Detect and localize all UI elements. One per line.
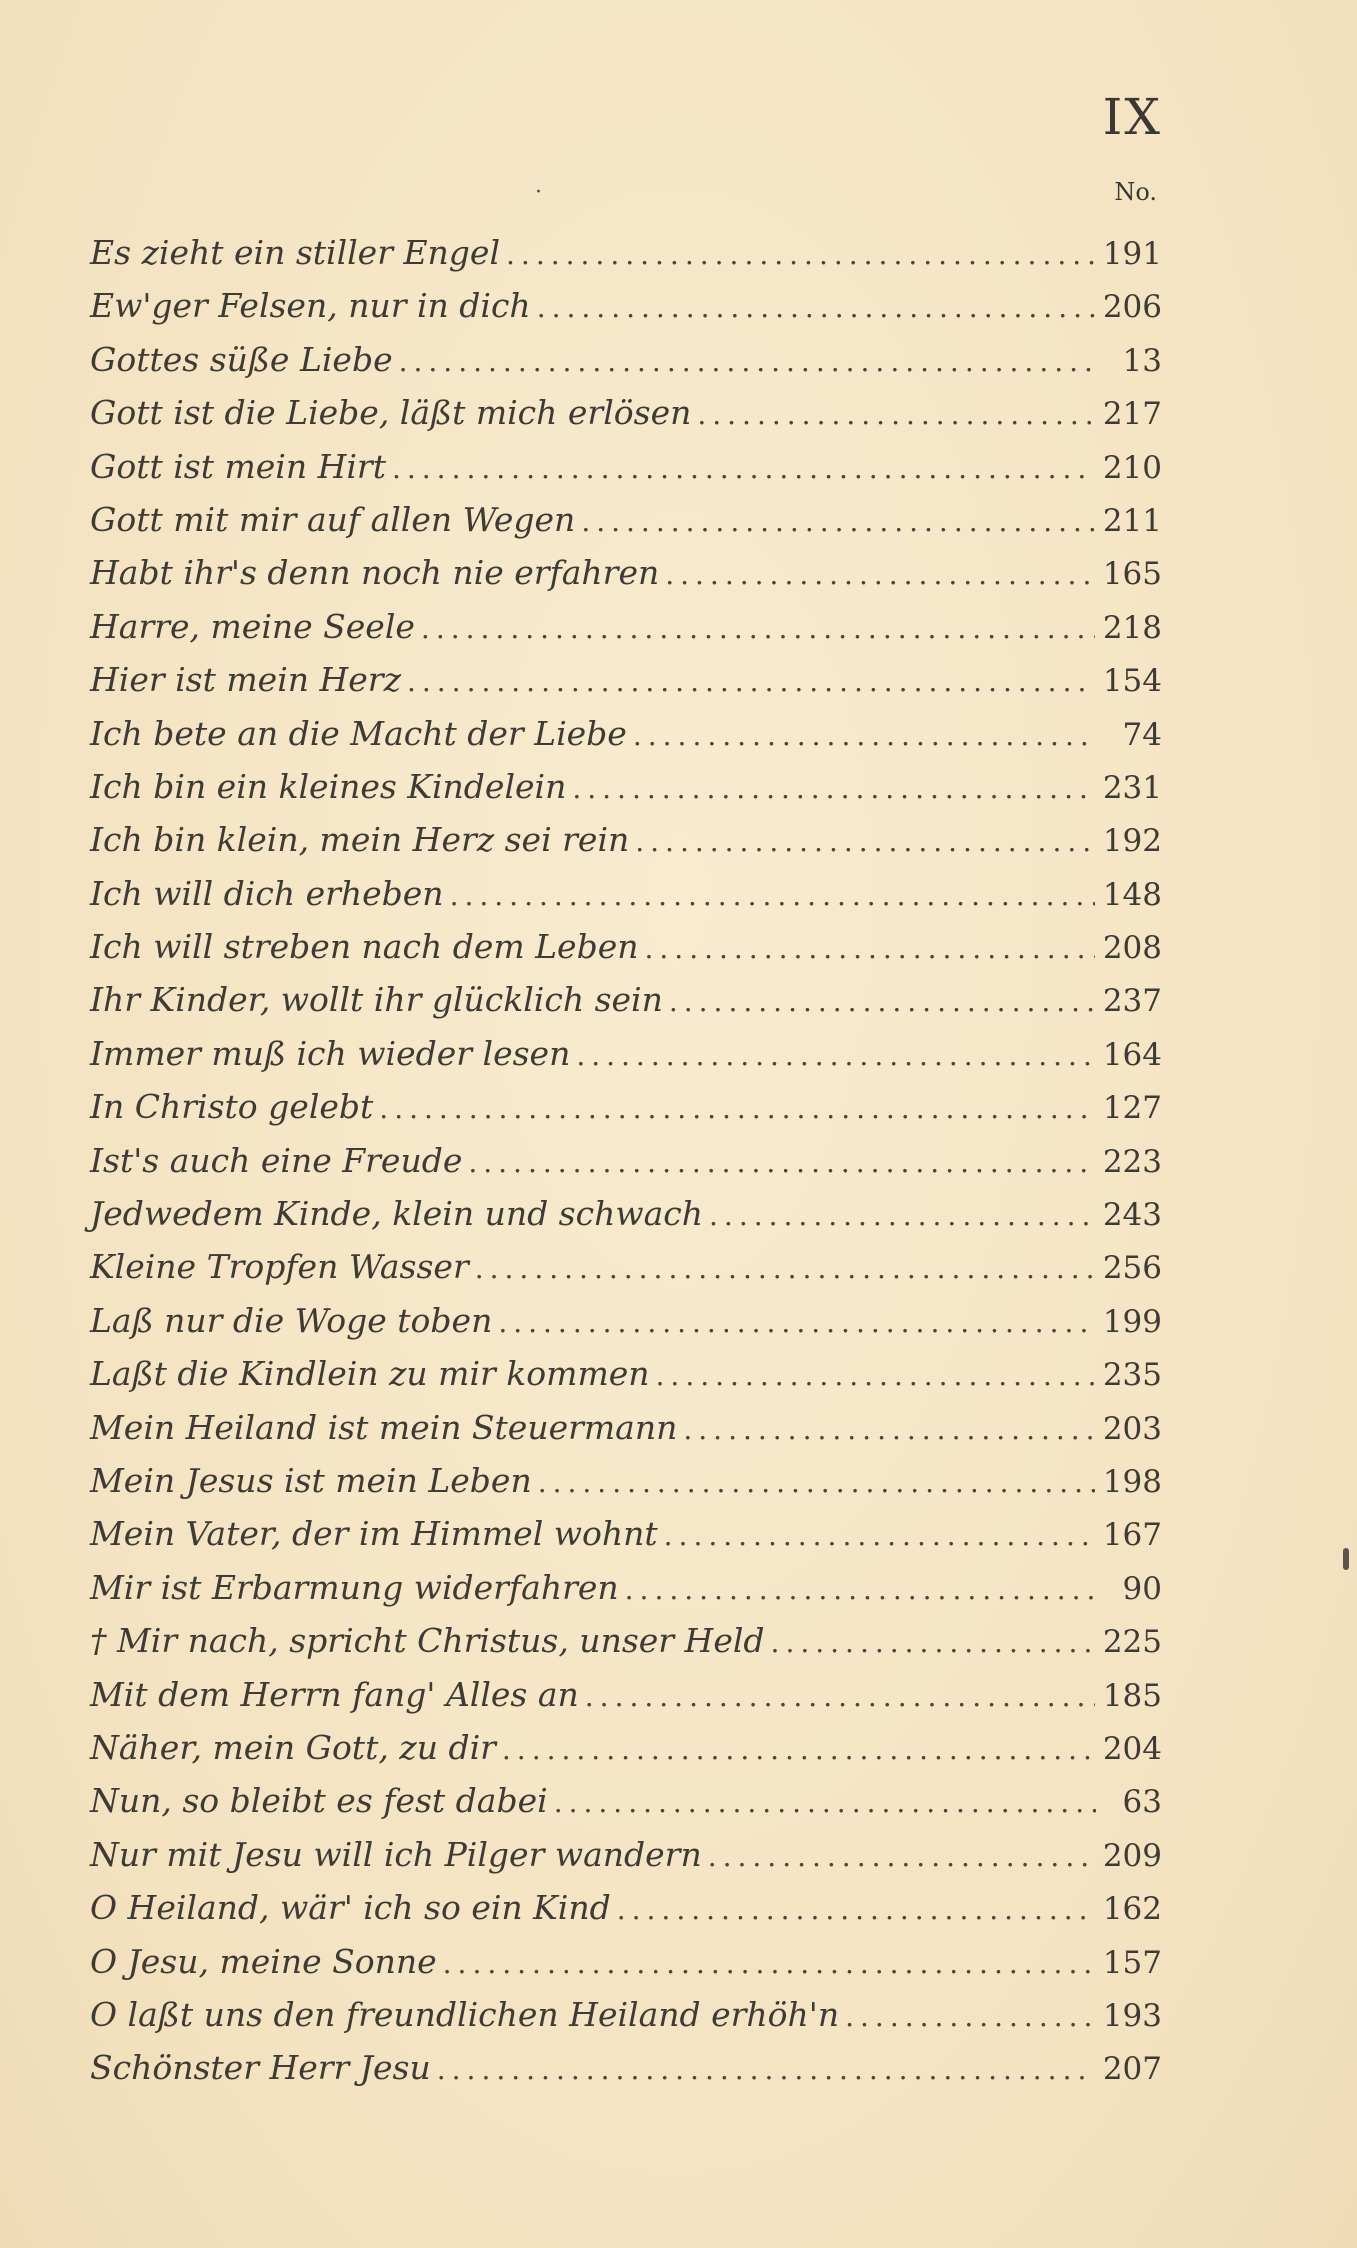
dot-leader — [771, 1616, 1095, 1669]
dot-leader — [581, 495, 1095, 548]
index-entry — [90, 1401, 1162, 1454]
index-entry — [90, 1988, 1162, 2041]
dot-leader — [475, 1242, 1095, 1295]
entry-title: Ew'ger Felsen, nur in dich — [90, 286, 531, 326]
entry-title: Ich will dich erheben — [90, 873, 444, 913]
index-entry — [90, 1561, 1162, 1614]
entry-number: 211 — [1102, 502, 1162, 539]
entry-title: Nur mit Jesu will ich Pilger wandern — [90, 1834, 702, 1874]
dot-leader — [645, 922, 1095, 975]
index-entry — [90, 867, 1162, 920]
entry-title: O laßt uns den freundlichen Heiland erhöh'n — [90, 1994, 840, 2034]
entry-title: Laß nur die Woge toben — [90, 1300, 493, 1340]
index-entry — [90, 1027, 1162, 1080]
dot-leader — [399, 335, 1096, 388]
entry-number: 165 — [1102, 556, 1162, 593]
entry-title: O Jesu, meine Sonne — [90, 1941, 437, 1981]
entry-title: O Heiland, wär' ich so ein Kind — [90, 1888, 611, 1928]
entry-title: Gott ist mein Hirt — [90, 446, 386, 486]
entry-title: Laßt die Kindlein zu mir kommen — [90, 1354, 650, 1394]
entry-number: 209 — [1102, 1837, 1162, 1874]
dot-leader — [625, 1563, 1096, 1616]
entry-number: 90 — [1122, 1570, 1162, 1607]
dot-leader — [468, 1136, 1094, 1189]
dot-leader — [443, 1937, 1095, 1990]
index-entry — [90, 226, 1162, 279]
dot-leader — [664, 1509, 1095, 1562]
index-entry — [90, 1187, 1162, 1240]
dot-leader — [379, 1082, 1095, 1135]
dot-leader — [669, 975, 1095, 1028]
dot-leader — [392, 442, 1095, 495]
index-entry — [90, 1774, 1162, 1827]
dot-leader — [572, 762, 1094, 815]
index-entry — [90, 1454, 1162, 1507]
index-entry — [90, 440, 1162, 493]
entry-number: 217 — [1102, 396, 1162, 433]
index-entry — [90, 279, 1162, 332]
dot-leader — [617, 1883, 1095, 1936]
dot-leader — [538, 1456, 1095, 1509]
index-entry — [90, 1347, 1162, 1400]
entry-number: 127 — [1102, 1090, 1162, 1127]
dot-leader — [633, 709, 1096, 762]
entry-title: Ich bin ein kleines Kindelein — [90, 766, 567, 806]
entry-title: Ist's auch eine Freude — [90, 1140, 463, 1180]
stray-dot-mark: · — [535, 180, 542, 205]
entry-title: Harre, meine Seele — [90, 606, 415, 646]
entry-number: 193 — [1102, 1997, 1162, 2034]
index-entry — [90, 973, 1162, 1026]
index-entry — [90, 813, 1162, 866]
dot-leader — [498, 1296, 1095, 1349]
dot-leader — [537, 281, 1095, 334]
index-entry — [90, 1721, 1162, 1774]
dot-leader — [683, 1403, 1094, 1456]
index-entry — [90, 1614, 1162, 1667]
entry-number: 198 — [1102, 1463, 1162, 1500]
index-entry — [90, 2041, 1162, 2094]
index-entry — [90, 386, 1162, 439]
page-number: IX — [1102, 88, 1162, 146]
index-entry — [90, 920, 1162, 973]
entry-title: Mit dem Herrn fang' Alles an — [90, 1674, 579, 1714]
dot-leader — [656, 1349, 1095, 1402]
entry-number: 256 — [1102, 1250, 1162, 1287]
dot-leader — [554, 1776, 1096, 1829]
entry-title: Gottes süße Liebe — [90, 339, 393, 379]
entry-title: Mein Heiland ist mein Steuermann — [90, 1407, 678, 1447]
index-entry — [90, 1507, 1162, 1560]
dot-leader — [845, 1990, 1095, 2043]
entry-number: 191 — [1102, 236, 1162, 272]
index-entry — [90, 1240, 1162, 1293]
entry-title: Ich will streben nach dem Leben — [90, 927, 639, 967]
entry-number: 206 — [1102, 289, 1162, 326]
entry-number: 225 — [1102, 1624, 1162, 1661]
dot-leader — [407, 655, 1095, 708]
entry-number: 204 — [1102, 1730, 1162, 1767]
entry-number: 235 — [1102, 1357, 1162, 1394]
index-entry — [90, 1881, 1162, 1934]
entry-number: 164 — [1102, 1036, 1162, 1073]
entry-number: 210 — [1102, 449, 1162, 486]
entry-number: 74 — [1122, 716, 1162, 753]
entry-title: Es zieht ein stiller Engel — [90, 233, 501, 272]
entry-title: Näher, mein Gott, zu dir — [90, 1727, 496, 1767]
entry-title: Gott mit mir auf allen Wegen — [90, 499, 576, 539]
dot-leader — [437, 2043, 1095, 2096]
index-entry — [90, 600, 1162, 653]
entry-number: 203 — [1102, 1410, 1162, 1447]
entry-title: Mein Jesus ist mein Leben — [90, 1460, 532, 1500]
dot-leader — [450, 869, 1095, 922]
entry-number: 231 — [1102, 769, 1162, 806]
entry-title: Schönster Herr Jesu — [90, 2048, 431, 2088]
number-column-header: No. — [1114, 178, 1157, 206]
index-entry — [90, 1668, 1162, 1721]
entry-title: Immer muß ich wieder lesen — [90, 1033, 571, 1073]
entry-number: 13 — [1122, 342, 1162, 379]
entry-number: 185 — [1102, 1677, 1162, 1714]
entry-number: 218 — [1102, 609, 1162, 646]
entry-number: 199 — [1102, 1303, 1162, 1340]
entry-number: 223 — [1102, 1143, 1162, 1180]
entry-number: 237 — [1102, 983, 1162, 1020]
entry-number: 243 — [1102, 1197, 1162, 1234]
entry-title: † Mir nach, spricht Christus, unser Held — [90, 1621, 765, 1661]
entry-title: Jedwedem Kinde, klein und schwach — [90, 1194, 704, 1234]
index-entry — [90, 760, 1162, 813]
page-edge-mark — [1343, 1548, 1349, 1570]
index-entry — [90, 493, 1162, 546]
index-entry — [90, 546, 1162, 599]
dot-leader — [635, 815, 1095, 868]
dot-leader — [585, 1670, 1095, 1723]
index-entry — [90, 1935, 1162, 1988]
index-entry — [90, 653, 1162, 706]
index-entry — [90, 1080, 1162, 1133]
entry-title: Hier ist mein Herz — [90, 660, 401, 700]
dot-leader — [576, 1029, 1095, 1082]
entry-title: Mein Vater, der im Himmel wohnt — [90, 1514, 658, 1554]
dot-leader — [709, 1189, 1095, 1242]
index-entry — [90, 1134, 1162, 1187]
dot-leader — [502, 1723, 1095, 1776]
index-entry — [90, 333, 1162, 386]
entry-title: Ich bete an die Macht der Liebe — [90, 713, 627, 753]
entry-title: Kleine Tropfen Wasser — [90, 1247, 469, 1287]
entry-number: 157 — [1102, 1944, 1162, 1981]
dot-leader — [665, 548, 1095, 601]
entry-title: In Christo gelebt — [90, 1087, 374, 1127]
index-entry — [90, 1828, 1162, 1881]
entry-number: 207 — [1102, 2051, 1162, 2088]
entry-number: 154 — [1102, 663, 1162, 700]
entry-number: 162 — [1102, 1891, 1162, 1928]
entry-number: 208 — [1102, 930, 1162, 967]
entry-title: Habt ihr's denn noch nie erfahren — [90, 553, 660, 593]
entry-title: Ich bin klein, mein Herz sei rein — [90, 820, 630, 860]
dot-leader — [697, 388, 1094, 441]
entry-number: 148 — [1102, 876, 1162, 913]
entry-number: 192 — [1102, 823, 1162, 860]
hymn-index-list — [90, 226, 1162, 2095]
entry-title: Nun, so bleibt es fest dabei — [90, 1781, 548, 1821]
entry-number: 63 — [1122, 1784, 1162, 1821]
entry-title: Mir ist Erbarmung widerfahren — [90, 1567, 619, 1607]
entry-title: Ihr Kinder, wollt ihr glücklich sein — [90, 980, 663, 1020]
dot-leader — [506, 228, 1095, 281]
dot-leader — [421, 602, 1095, 655]
index-entry — [90, 1294, 1162, 1347]
entry-title: Gott ist die Liebe, läßt mich erlösen — [90, 393, 692, 433]
entry-number: 167 — [1102, 1517, 1162, 1554]
dot-leader — [708, 1830, 1095, 1883]
index-entry — [90, 707, 1162, 760]
